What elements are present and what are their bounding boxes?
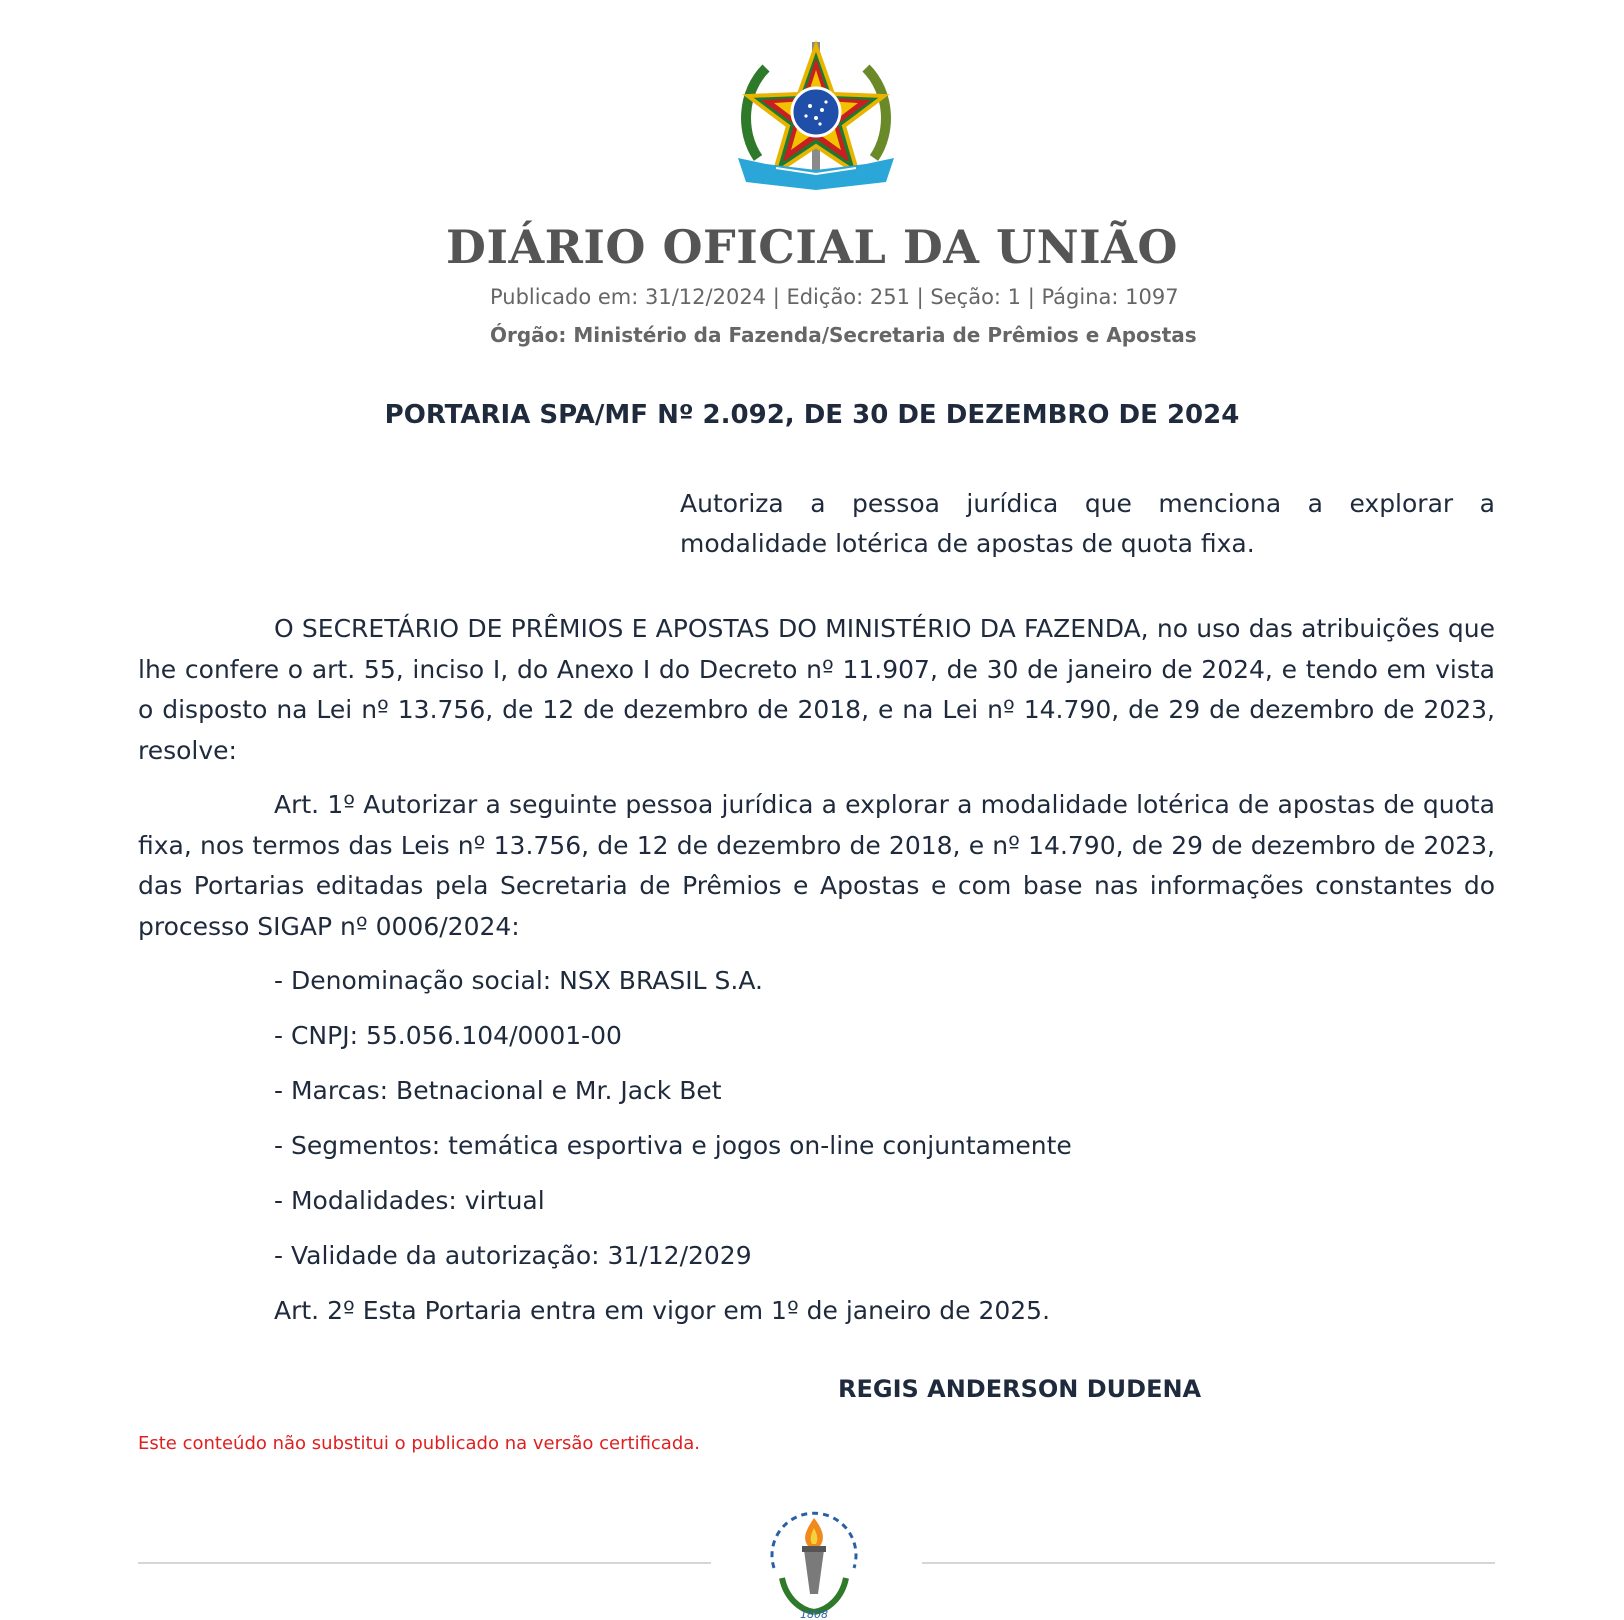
coat-of-arms-icon (736, 40, 896, 192)
list-item: - Modalidades: virtual (274, 1186, 545, 1215)
publication-info: Publicado em: 31/12/2024 | Edição: 251 | Seção: 1 | Página: 1097 (490, 285, 1179, 309)
list-item: - Denominação social: NSX BRASIL S.A. (274, 966, 763, 995)
article-2-paragraph: Art. 2º Esta Portaria entra em vigor em 1º de janeiro de 2025. (274, 1296, 1051, 1325)
ementa: Autoriza a pessoa jurídica que menciona a explorar a modalidade lotérica de apostas de quota fixa. (680, 489, 1495, 558)
footer-divider-right (922, 1562, 1495, 1564)
disclaimer-text: Este conteúdo não substitui o publicado na versão certificada. (138, 1433, 701, 1454)
svg-text:1808: 1808 (800, 1608, 828, 1620)
orgao-label: Órgão: Ministério da Fazenda/Secretaria de Prêmios e Apostas (490, 323, 1197, 347)
document-title: PORTARIA SPA/MF Nº 2.092, DE 30 DE DEZEMBRO DE 2024 (384, 400, 1240, 430)
list-item: - Validade da autorização: 31/12/2029 (274, 1241, 752, 1270)
imprensa-nacional-seal-icon (746, 1498, 882, 1620)
signer-name: REGIS ANDERSON DUDENA (838, 1375, 1202, 1403)
list-item: - Marcas: Betnacional e Mr. Jack Bet (274, 1076, 722, 1105)
preamble-paragraph: O SECRETÁRIO DE PRÊMIOS E APOSTAS DO MINISTÉRIO DA FAZENDA, no uso das atribuições que lhe confere o art. 55, inciso I, do Anexo I do Decreto nº 11.907, de 30 de janeiro de 2024, e tendo em vista o disposto na Lei nº 13.756, de 12 de dezembro de 2018, e na Lei nº 14.790, de 29 de dezembro de 2023, resolve: (138, 614, 1495, 765)
footer-divider-left (138, 1562, 711, 1564)
article-1-paragraph: Art. 1º Autorizar a seguinte pessoa jurídica a explorar a modalidade lotérica de apostas de quota fixa, nos termos das Leis nº 13.756, de 12 de dezembro de 2018, e nº 14.790, de 29 de dezembro de 2023, das Portarias editadas pela Secretaria de Prêmios e Apostas e com base nas informações constantes do processo SIGAP nº 0006/2024: (138, 790, 1495, 941)
list-item: - Segmentos: temática esportiva e jogos on-line conjuntamente (274, 1131, 1072, 1160)
list-item: - CNPJ: 55.056.104/0001-00 (274, 1021, 622, 1050)
page-title: DIÁRIO OFICIAL DA UNIÃO (446, 220, 1178, 274)
